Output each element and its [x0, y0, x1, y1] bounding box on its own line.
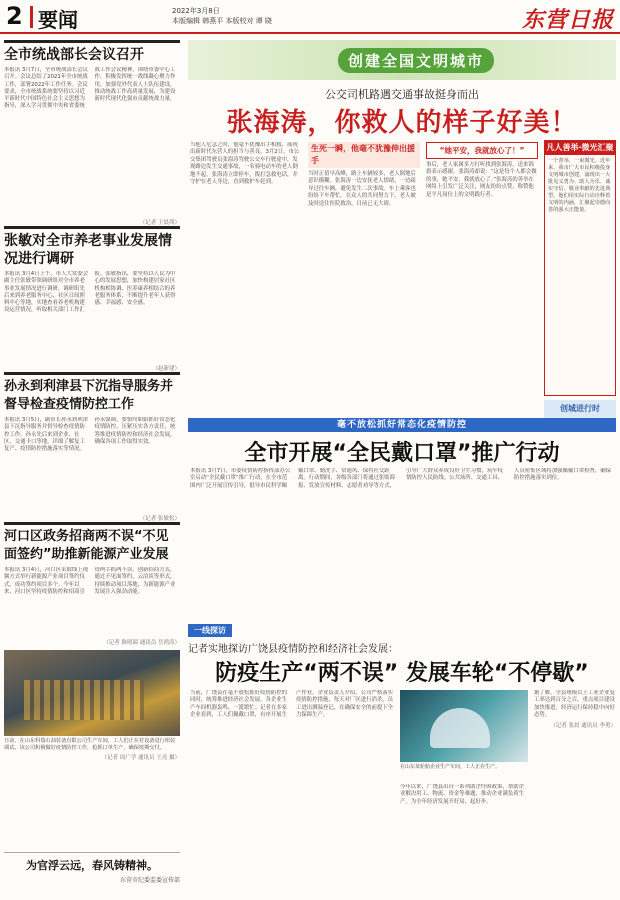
newspaper-logo: 东营日报	[522, 7, 615, 33]
slogan-text: 为官浮云远，春风铸精神。	[26, 859, 158, 872]
sidebar-footer: 创城进行时	[544, 400, 616, 418]
economy-article	[534, 690, 616, 886]
divider	[4, 372, 180, 375]
edition-editors: 本版编辑 韩燕平 本版校对 谭 晓	[172, 17, 272, 25]
photo-credit: （记者 周广学 通讯员 王亮 摄）	[101, 755, 180, 761]
campaign-banner	[188, 40, 616, 80]
factory-photo[interactable]	[4, 650, 180, 736]
left-column	[4, 40, 180, 886]
economy-article: 今年以来，广饶县出台一系列助企纾困政策，帮助企业解决用工、物流、资金等难题，推动企业满负荷生产，为全年经济发展开好局、起好步。	[400, 784, 524, 805]
covid-headline[interactable]: 全市开展“全民戴口罩”推广行动	[244, 441, 560, 466]
story-body: 本报讯 3月7日，全市统战部长会议召开。会议总结了2021年全市统战工作，部署2022年工作任务。会议要求，全市统战系统要坚持以习近平新时代中国特色社会主义思想为指导，深入学习贯彻中央和省委统战工作会议精神，围绕市委中心工作，积极发挥统一战线凝心聚力作用，加强党外代表人士队伍建设，推动统战工作高质量发展，为建设新时代现代化强市贡献统战力量。	[4, 67, 176, 110]
slogan-source: 东营市纪委监委宣传部	[119, 877, 180, 884]
feature-paragraph: 事后，老人家属多方打听找到张海涛，送来锦旗表示感谢。张海涛却说：“这是每个人都会做的事，她平安，我就放心了。”张海涛的善举在网络上引发广泛关注，网友纷纷点赞，称赞他是平凡岗位上的文明践行者。	[426, 162, 537, 198]
campaign-banner-text: 创建全国文明城市	[338, 48, 494, 73]
feature-subhead: 生死一瞬，他毫不犹豫伸出援手	[308, 142, 420, 168]
section-title: 要闻	[38, 8, 78, 32]
slogan-box	[4, 852, 180, 888]
story-headline[interactable]: 孙永到利津县下沉指导服务并督导检查疫情防控工作	[4, 379, 174, 412]
story-byline: （记者 王晨茜）	[139, 220, 180, 226]
story-headline[interactable]: 张敏对全市养老事业发展情况进行调研	[4, 233, 172, 267]
edition-date: 2022年3月8日	[172, 7, 220, 15]
sidebar-title: 凡人善举·微光汇聚	[545, 141, 615, 155]
feature-quote: “她平安，我就放心了！”	[426, 142, 538, 159]
sidebar-body: 一个善举，一束微光。近年来，我市广大市民积极投身文明城市创建，涌现出一大批见义勇为、助人为乐、诚实守信、敬业奉献的先进典型。他们用实际行动诠释着文明的内涵，汇聚起崇德向善的强大正能量。	[548, 158, 611, 213]
feature-paragraph: 当时正值早高峰，路上车辆较多，老人倒地后意识模糊。张海涛一边安抚老人情绪，一边疏导过往车辆，避免发生二次事故。车上乘客也纷纷下车帮忙。在众人的共同努力下，老人被及时送往医院救治，目前已无大碍。	[308, 171, 416, 207]
feature-kicker: 公交司机路遇交通事故挺身而出	[325, 88, 479, 101]
story-byline: （记者 陈明瑞 通讯员 岳鸿涛）	[103, 640, 180, 646]
column-tag: 一线探访	[188, 624, 232, 637]
section-divider	[30, 6, 33, 28]
feature-paragraph: 当他人危急之时，他毫不犹豫出手相救，展现出新时代东营人的担当与善良。3月2日，市公交集团驾驶员张海涛驾驶公交车行驶途中，发现路边发生交通事故，一名骑电动车的老人倒地不起。张海涛立即停车，拨打急救电话，并守护在老人身边，直到救护车赶到。	[190, 142, 300, 186]
story-body: 本报讯 3月4日，河口区采取线上视频方式举行新能源产业项目签约仪式，成功签约项目多个。今年以来，河口区坚持疫情防控和招商引资两手抓两不误，创新招商方式，通过不见面签约、云洽谈等形式，持续推动项目落地，为新能源产业发展注入强劲动能。	[4, 567, 176, 595]
economy-byline: （记者 张晨 通讯员 李勇）	[550, 722, 616, 729]
sidebar-box	[544, 140, 616, 396]
story-headline[interactable]: 全市统战部长会议召开	[4, 47, 144, 63]
story-byline: （记者 张敏松）	[139, 516, 180, 522]
story-body: 本报讯 3月4日上午，市人大常委会副主任张敏带领调研组对全市养老事业发展情况进行调研。调研组先后来到养老服务中心、社区日间照料中心等地，实地查看养老机构建设运营情况，听取相关部门工作汇报。张敏指出，要坚持以人民为中心的发展思想，加快构建居家社区机构相协调、医养康养相结合的养老服务体系，不断提升老年人获得感、幸福感、安全感。	[4, 271, 176, 314]
production-photo[interactable]	[400, 690, 528, 762]
economy-kicker: 记者实地探访广饶县疫情防控和经济社会发展：	[188, 644, 398, 655]
covid-banner: 毫不放松抓好常态化疫情防控	[188, 418, 616, 432]
divider	[4, 226, 180, 229]
story-headline[interactable]: 河口区政务招商两不误“不见面签约”助推新能源产业发展	[4, 529, 169, 562]
covid-article: 本报讯 3月7日，市委疫情防控指挥部办公室启动“全民戴口罩”推广行动，在全市范围内广泛开展宣传引导，倡导市民科学佩戴口罩、勤洗手、常通风、保持社交距离。行动期间，各级各部门将通过张贴海报、发放宣传材料、志愿者劝导等方式，引导广大群众养成良好卫生习惯，筑牢疫情防控人民防线。公共场所、交通工具、人员密集区域将加强佩戴口罩检查，确保防控措施落实到位。	[190, 468, 612, 489]
economy-article: 当前，广饶县在毫不放松抓好疫情防控的同时，统筹推进经济社会发展，各企业生产车间机器轰鸣、一派繁忙。记者在多家企业看到，工人们佩戴口罩，有序开展生产作业。企业负责人介绍，公司严格落实疫情防控措施，每天对厂区进行消杀，员工进出测温登记，在确保安全的前提下全力保障生产。	[190, 690, 394, 719]
feature-article	[190, 142, 538, 400]
economy-headline[interactable]: 防疫生产“两不误” 发展车轮“不停歇”	[215, 661, 589, 686]
story-body: 本报讯 3月5日，副市长孙永到利津县下沉指导服务并督导检查疫情防控工作。孙永先后来到企业、社区、交通卡口等地，详细了解复工复产、疫情防控措施落实等情况。孙永强调，要慎终如始抓好常态化疫情防控，压紧压实各方责任，统筹推进疫情防控和经济社会发展，确保各项工作取得实效。	[4, 417, 176, 453]
feature-headline[interactable]: 张海涛，你救人的样子好美！	[226, 108, 578, 138]
divider	[4, 40, 180, 43]
economy-paragraph: 据了解，全县规模以上工业企业复工率达到百分之百，重点项目建设加快推进，经济运行保持稳中向好态势。	[534, 690, 615, 719]
photo-caption: 日前，在山东科瑞石油装备有限公司生产车间，工人们正在对设备进行组装调试。该公司积极做好疫情防控工作，抢抓订单生产，确保按期交付。	[4, 738, 176, 751]
edition-meta	[172, 6, 272, 26]
page-header	[0, 0, 620, 34]
story-byline: （赵新建）	[152, 366, 180, 372]
divider	[4, 522, 180, 525]
page-number: 2	[6, 2, 23, 30]
photo-caption: 在山东某轮胎企业生产车间，工人正在生产。	[400, 764, 501, 770]
